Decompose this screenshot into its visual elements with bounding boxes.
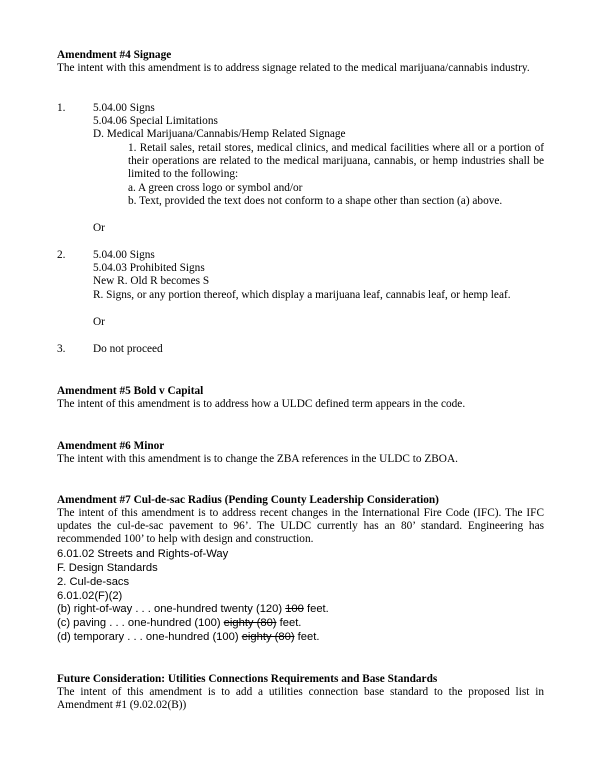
future-consideration-intent: The intent of this amendment is to add a utilities connection base standard to the proposed list in Amendment #1 (9.02.02(B)) — [57, 686, 544, 712]
option-1-paragraph: 1. Retail sales, retail stores, medical clinics, and medical facilities where all or a portion of their operations are related to the medical marijuana, cannabis, or hemp industries shall be limited to the following: — [128, 142, 544, 181]
option-2-number: 2. — [57, 249, 66, 261]
amendment-6-title: Amendment #6 Minor — [57, 440, 165, 452]
amendment-5-title: Amendment #5 Bold v Capital — [57, 385, 204, 397]
standard-row-b-struck: 100 — [285, 603, 304, 615]
standard-row-d-unit: feet. — [294, 631, 320, 643]
amendment-7-title: Amendment #7 Cul-de-sac Radius (Pending County Leadership Consideration) — [57, 494, 439, 506]
option-3-text: Do not proceed — [93, 343, 163, 355]
amendment-6-intent: The intent with this amendment is to change the ZBA references in the ULDC to ZBOA. — [57, 453, 458, 465]
option-1-line-1: 5.04.00 Signs — [93, 102, 155, 114]
standard-row-c — [57, 617, 301, 630]
standard-row-b — [57, 603, 329, 616]
option-1-item-b: b. Text, provided the text does not conform to a shape other than section (a) above. — [128, 195, 503, 207]
code-line-3: 2. Cul-de-sacs — [57, 576, 130, 588]
option-2-line-2: 5.04.03 Prohibited Signs — [93, 262, 205, 274]
option-2-line-3: New R. Old R becomes S — [93, 275, 210, 287]
option-2-line-4: R. Signs, or any portion thereof, which display a marijuana leaf, cannabis leaf, or hemp leaf. — [93, 289, 511, 301]
future-consideration-title: Future Consideration: Utilities Connections Requirements and Base Standards — [57, 673, 438, 685]
standard-row-c-unit: feet. — [276, 617, 302, 629]
standard-row-d-struck: eighty (80) — [241, 631, 295, 643]
standard-row-d-text: (d) temporary . . . one-hundred (100) — [57, 631, 242, 643]
amendment-7-intent: The intent of this amendment is to address recent changes in the International Fire Code (IFC). The IFC updates the cul-de-sac pavement to 96’. The ULDC currently has an 80’ standard. Engineering has recommended 100’ to help with design and construction. — [57, 507, 544, 546]
standard-row-c-struck: eighty (80) — [223, 617, 277, 629]
or-separator-1: Or — [93, 222, 105, 234]
standard-row-d — [57, 631, 319, 644]
option-2-line-1: 5.04.00 Signs — [93, 249, 155, 261]
amendment-4-title: Amendment #4 Signage — [57, 49, 172, 61]
option-1-item-a: a. A green cross logo or symbol and/or — [128, 182, 303, 194]
amendment-5-intent: The intent of this amendment is to address how a ULDC defined term appears in the code. — [57, 398, 466, 410]
standard-row-b-unit: feet. — [303, 603, 329, 615]
option-1-number: 1. — [57, 102, 66, 114]
code-line-2: F. Design Standards — [57, 562, 158, 574]
option-1-line-3: D. Medical Marijuana/Cannabis/Hemp Related Signage — [93, 128, 346, 140]
code-line-4: 6.01.02(F)(2) — [57, 590, 123, 602]
option-1-line-2: 5.04.06 Special Limitations — [93, 115, 218, 127]
standard-row-c-text: (c) paving . . . one-hundred (100) — [57, 617, 224, 629]
code-line-1: 6.01.02 Streets and Rights-of-Way — [57, 548, 229, 560]
option-3-number: 3. — [57, 343, 66, 355]
or-separator-2: Or — [93, 316, 105, 328]
amendment-4-intent: The intent with this amendment is to address signage related to the medical marijuana/cannabis industry. — [57, 62, 530, 74]
standard-row-b-text: (b) right-of-way . . . one-hundred twenty (120) — [57, 603, 286, 615]
